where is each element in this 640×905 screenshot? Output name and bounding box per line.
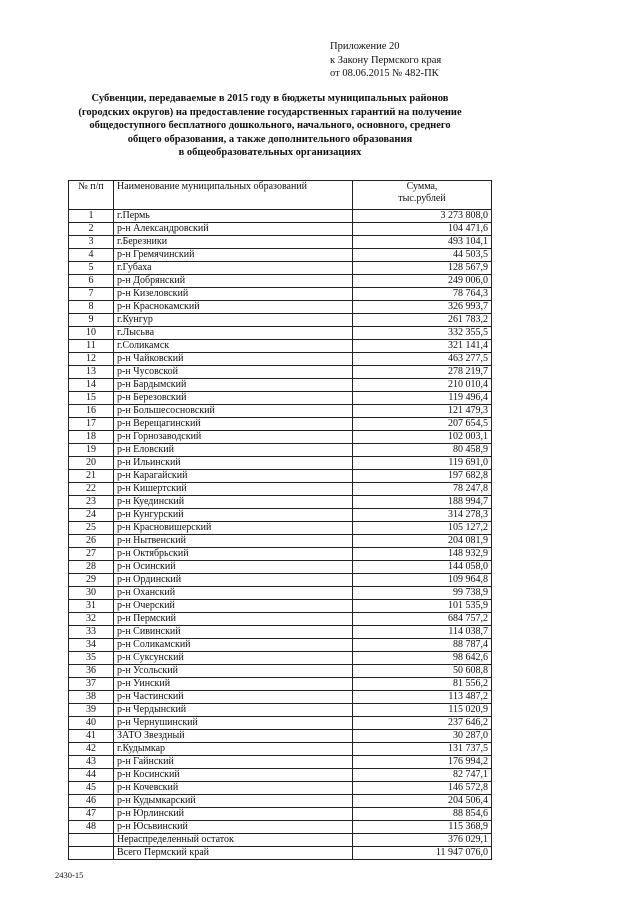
row-sum: 326 993,7: [353, 301, 492, 314]
row-name: р-н Сивинский: [114, 626, 353, 639]
row-sum: 197 682,8: [353, 470, 492, 483]
table-row: [69, 717, 492, 730]
row-sum: 50 608,8: [353, 665, 492, 678]
row-sum: 463 277,5: [353, 353, 492, 366]
row-name: г.Кудымкар: [114, 743, 353, 756]
row-number: 27: [69, 548, 114, 561]
header-name: Наименование муниципальных образований: [114, 181, 353, 210]
table-row: [69, 288, 492, 301]
row-number: 48: [69, 821, 114, 834]
row-name: р-н Чердынский: [114, 704, 353, 717]
row-number: 6: [69, 275, 114, 288]
table-body: [69, 210, 492, 860]
row-number: 17: [69, 418, 114, 431]
row-name: р-н Оханский: [114, 587, 353, 600]
row-name: р-н Краснокамский: [114, 301, 353, 314]
row-name: р-н Октябрьский: [114, 548, 353, 561]
row-sum: 113 487,2: [353, 691, 492, 704]
row-name: р-н Березовский: [114, 392, 353, 405]
row-sum: 3 273 808,0: [353, 210, 492, 223]
row-number: 34: [69, 639, 114, 652]
row-name: Нераспределенный остаток: [114, 834, 353, 847]
table-row: [69, 821, 492, 834]
row-name: р-н Чайковский: [114, 353, 353, 366]
table-row: [69, 327, 492, 340]
row-number: 14: [69, 379, 114, 392]
header-sum: [353, 181, 492, 210]
row-number: 36: [69, 665, 114, 678]
title-line: Субвенции, передаваемые в 2015 году в бюджеты муниципальных районов: [91, 93, 449, 104]
table-row: [69, 847, 492, 860]
header-sum-line2: тыс.рублей: [398, 193, 446, 204]
row-number: 16: [69, 405, 114, 418]
row-sum: 11 947 076,0: [353, 847, 492, 860]
row-number: [69, 834, 114, 847]
table-row: [69, 548, 492, 561]
row-name: р-н Уинский: [114, 678, 353, 691]
subventions-table: [68, 180, 492, 860]
row-name: р-н Усольский: [114, 665, 353, 678]
row-name: р-н Юсьвинский: [114, 821, 353, 834]
table-row: [69, 431, 492, 444]
table-row: [69, 340, 492, 353]
table-row: [69, 457, 492, 470]
table-row: [69, 249, 492, 262]
table-header-row: [69, 181, 492, 210]
row-sum: 109 964,8: [353, 574, 492, 587]
appendix-line: к Закону Пермского края: [330, 54, 442, 66]
row-name: р-н Кудымкарский: [114, 795, 353, 808]
table-row: [69, 496, 492, 509]
row-sum: 148 932,9: [353, 548, 492, 561]
row-sum: 80 458,9: [353, 444, 492, 457]
row-name: р-н Суксунский: [114, 652, 353, 665]
row-sum: 82 747,1: [353, 769, 492, 782]
header-number: № п/п: [69, 181, 114, 210]
row-sum: 30 287,0: [353, 730, 492, 743]
table-row: [69, 405, 492, 418]
row-number: 5: [69, 262, 114, 275]
row-number: 1: [69, 210, 114, 223]
row-sum: 121 479,3: [353, 405, 492, 418]
row-name: г.Губаха: [114, 262, 353, 275]
row-sum: 104 471,6: [353, 223, 492, 236]
row-name: ЗАТО Звездный: [114, 730, 353, 743]
table-row: [69, 210, 492, 223]
table-row: [69, 574, 492, 587]
row-sum: 131 737,5: [353, 743, 492, 756]
row-name: р-н Юрлинский: [114, 808, 353, 821]
table-row: [69, 275, 492, 288]
table-row: [69, 444, 492, 457]
row-name: р-н Ординский: [114, 574, 353, 587]
row-sum: 88 854,6: [353, 808, 492, 821]
row-number: 42: [69, 743, 114, 756]
row-number: 41: [69, 730, 114, 743]
row-sum: 144 058,0: [353, 561, 492, 574]
row-number: 19: [69, 444, 114, 457]
table-row: [69, 613, 492, 626]
row-name: р-н Большесосновский: [114, 405, 353, 418]
row-name: р-н Куединский: [114, 496, 353, 509]
table-row: [69, 223, 492, 236]
row-sum: 376 029,1: [353, 834, 492, 847]
row-number: 26: [69, 535, 114, 548]
table-row: [69, 236, 492, 249]
row-number: 30: [69, 587, 114, 600]
row-sum: 99 738,9: [353, 587, 492, 600]
table-row: [69, 353, 492, 366]
table-row: [69, 262, 492, 275]
table-row: [69, 626, 492, 639]
title-line: общего образования, а также дополнительного образования: [127, 133, 413, 145]
row-number: 11: [69, 340, 114, 353]
row-sum: 119 691,0: [353, 457, 492, 470]
row-name: р-н Осинский: [114, 561, 353, 574]
row-sum: 119 496,4: [353, 392, 492, 405]
row-name: Всего Пермский край: [114, 847, 353, 860]
row-sum: 684 757,2: [353, 613, 492, 626]
appendix-line: Приложение 20: [330, 41, 400, 52]
row-sum: 261 783,2: [353, 314, 492, 327]
row-number: 38: [69, 691, 114, 704]
title-line: общедоступного бесплатного дошкольного, начального, основного, среднего: [89, 120, 451, 131]
row-name: р-н Кишертский: [114, 483, 353, 496]
table-row: [69, 639, 492, 652]
row-number: [69, 847, 114, 860]
table-row: [69, 756, 492, 769]
row-sum: 105 127,2: [353, 522, 492, 535]
row-sum: 44 503,5: [353, 249, 492, 262]
row-name: р-н Карагайский: [114, 470, 353, 483]
row-number: 44: [69, 769, 114, 782]
row-sum: 314 278,3: [353, 509, 492, 522]
table-row: [69, 392, 492, 405]
title-line: в общеобразовательных организациях: [178, 147, 362, 158]
document-title: [60, 92, 480, 160]
row-name: р-н Чусовской: [114, 366, 353, 379]
footer-code: 2430-15: [55, 870, 84, 880]
row-name: р-н Косинский: [114, 769, 353, 782]
row-number: 18: [69, 431, 114, 444]
row-name: р-н Ильинский: [114, 457, 353, 470]
row-name: р-н Гремячинский: [114, 249, 353, 262]
table-row: [69, 483, 492, 496]
row-number: 40: [69, 717, 114, 730]
row-name: р-н Еловский: [114, 444, 353, 457]
row-sum: 114 038,7: [353, 626, 492, 639]
row-number: 15: [69, 392, 114, 405]
row-number: 4: [69, 249, 114, 262]
row-sum: 146 572,8: [353, 782, 492, 795]
row-number: 12: [69, 353, 114, 366]
row-name: р-н Верещагинский: [114, 418, 353, 431]
row-number: 28: [69, 561, 114, 574]
table-row: [69, 418, 492, 431]
row-sum: 204 506,4: [353, 795, 492, 808]
row-number: 45: [69, 782, 114, 795]
row-sum: 78 247,8: [353, 483, 492, 496]
table-row: [69, 509, 492, 522]
row-sum: 237 646,2: [353, 717, 492, 730]
table-row: [69, 522, 492, 535]
row-sum: 115 020,9: [353, 704, 492, 717]
row-sum: 102 003,1: [353, 431, 492, 444]
row-sum: 332 355,5: [353, 327, 492, 340]
row-name: р-н Александровский: [114, 223, 353, 236]
row-number: 29: [69, 574, 114, 587]
row-name: р-н Кизеловский: [114, 288, 353, 301]
row-number: 24: [69, 509, 114, 522]
row-number: 32: [69, 613, 114, 626]
row-name: р-н Красновишерский: [114, 522, 353, 535]
table-row: [69, 704, 492, 717]
row-number: 8: [69, 301, 114, 314]
row-number: 3: [69, 236, 114, 249]
row-sum: 176 994,2: [353, 756, 492, 769]
row-sum: 204 081,9: [353, 535, 492, 548]
table-row: [69, 782, 492, 795]
table-row: [69, 665, 492, 678]
header-sum-line1: Сумма,: [406, 181, 438, 192]
row-sum: 101 535,9: [353, 600, 492, 613]
row-name: р-н Горнозаводский: [114, 431, 353, 444]
row-number: 37: [69, 678, 114, 691]
table-row: [69, 808, 492, 821]
row-name: р-н Пермский: [114, 613, 353, 626]
row-number: 31: [69, 600, 114, 613]
row-sum: 207 654,5: [353, 418, 492, 431]
table-row: [69, 600, 492, 613]
row-sum: 188 994,7: [353, 496, 492, 509]
row-number: 13: [69, 366, 114, 379]
title-line: (городских округов) на предоставление государственных гарантий на получение: [78, 106, 462, 118]
row-sum: 493 104,1: [353, 236, 492, 249]
row-number: 25: [69, 522, 114, 535]
appendix-line: от 08.06.2015 № 482-ПК: [330, 68, 439, 79]
row-name: р-н Кунгурский: [114, 509, 353, 522]
row-number: 7: [69, 288, 114, 301]
row-number: 21: [69, 470, 114, 483]
table-row: [69, 587, 492, 600]
row-number: 47: [69, 808, 114, 821]
row-name: р-н Кочевский: [114, 782, 353, 795]
table-row: [69, 379, 492, 392]
row-sum: 128 567,9: [353, 262, 492, 275]
row-name: р-н Бардымский: [114, 379, 353, 392]
row-number: 2: [69, 223, 114, 236]
row-name: р-н Гайнский: [114, 756, 353, 769]
table-row: [69, 743, 492, 756]
row-sum: 210 010,4: [353, 379, 492, 392]
row-name: г.Лысьва: [114, 327, 353, 340]
row-name: г.Березники: [114, 236, 353, 249]
row-number: 23: [69, 496, 114, 509]
row-name: р-н Добрянский: [114, 275, 353, 288]
row-sum: 81 556,2: [353, 678, 492, 691]
table-row: [69, 795, 492, 808]
table-row: [69, 834, 492, 847]
table-row: [69, 691, 492, 704]
row-number: 33: [69, 626, 114, 639]
row-number: 22: [69, 483, 114, 496]
row-number: 43: [69, 756, 114, 769]
row-name: р-н Соликамский: [114, 639, 353, 652]
row-number: 9: [69, 314, 114, 327]
table-row: [69, 678, 492, 691]
table-row: [69, 366, 492, 379]
row-sum: 278 219,7: [353, 366, 492, 379]
row-sum: 98 642,6: [353, 652, 492, 665]
table-row: [69, 561, 492, 574]
row-name: г.Пермь: [114, 210, 353, 223]
row-number: 10: [69, 327, 114, 340]
table-row: [69, 730, 492, 743]
table-row: [69, 314, 492, 327]
row-sum: 88 787,4: [353, 639, 492, 652]
row-name: р-н Нытвенский: [114, 535, 353, 548]
row-sum: 115 368,9: [353, 821, 492, 834]
table-row: [69, 301, 492, 314]
table-row: [69, 535, 492, 548]
row-name: г.Кунгур: [114, 314, 353, 327]
row-number: 39: [69, 704, 114, 717]
row-number: 35: [69, 652, 114, 665]
row-sum: 321 141,4: [353, 340, 492, 353]
row-name: р-н Частинский: [114, 691, 353, 704]
row-number: 46: [69, 795, 114, 808]
row-number: 20: [69, 457, 114, 470]
table-row: [69, 470, 492, 483]
table-row: [69, 652, 492, 665]
row-sum: 78 764,3: [353, 288, 492, 301]
row-name: р-н Чернушинский: [114, 717, 353, 730]
table-row: [69, 769, 492, 782]
appendix-header: [330, 40, 441, 81]
row-name: р-н Очерский: [114, 600, 353, 613]
row-sum: 249 006,0: [353, 275, 492, 288]
row-name: г.Соликамск: [114, 340, 353, 353]
